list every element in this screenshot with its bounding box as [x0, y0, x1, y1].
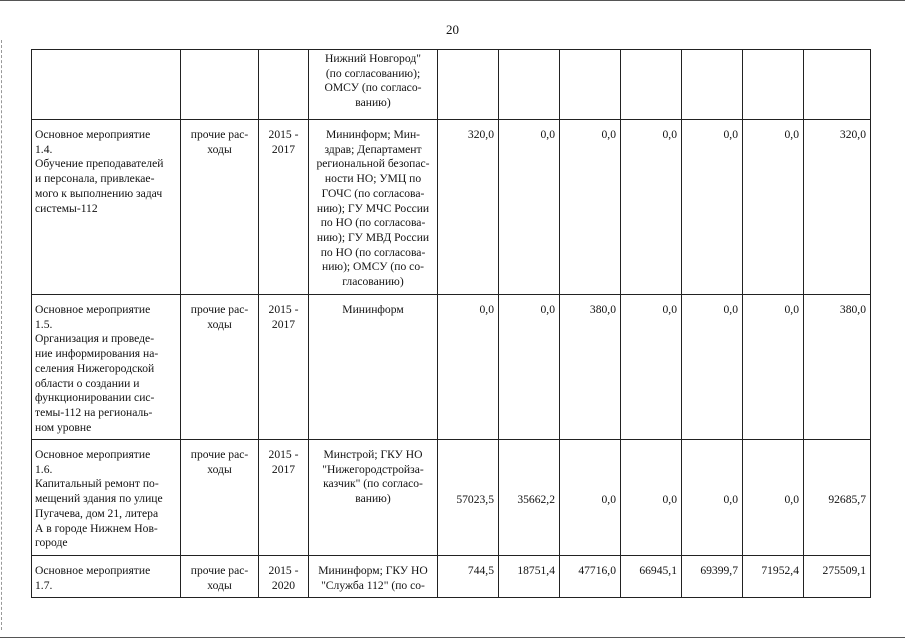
executors-cell-text: Мининформ; ГКУ НО "Служба 112" (по со-: [318, 564, 428, 592]
amount-cell-text: 35662,2: [517, 492, 555, 506]
activity-name-cell: [32, 120, 181, 295]
period-cell: [259, 120, 309, 295]
expense-type-cell-text: прочие рас- ходы: [190, 564, 249, 592]
amount-cell: [804, 295, 871, 440]
expense-type-cell-text: прочие рас- ходы: [190, 303, 249, 331]
executors-cell: [309, 50, 438, 120]
amount-cell: [438, 295, 499, 440]
top-edge-line: [0, 0, 905, 1]
amount-cell: [621, 556, 682, 598]
amount-cell-text: 320,0: [839, 128, 866, 141]
activity-name-cell-text: Основное мероприятие 1.5. Организация и проведе- ние информирования на- селения Нижегородской области о создании и функционировании сис- темы-112 на региональ- ном уровне: [35, 303, 159, 434]
amount-cell: [621, 120, 682, 295]
amount-cell: [560, 440, 621, 556]
amount-cell-text: 0,0: [784, 492, 799, 506]
amount-cell: [743, 120, 804, 295]
table-row: [32, 50, 871, 120]
amount-cell: [743, 556, 804, 598]
expense-type-cell-text: прочие рас- ходы: [190, 448, 249, 476]
amount-cell: [560, 295, 621, 440]
amount-cell-text: 275509,1: [822, 564, 866, 577]
amount-cell-text: 0,0: [662, 303, 677, 316]
expense-type-cell: [181, 50, 259, 120]
amount-cell: [560, 50, 621, 120]
expense-type-cell: [181, 295, 259, 440]
amount-cell: [438, 440, 499, 556]
table-row: [32, 440, 871, 556]
amount-cell: [621, 295, 682, 440]
amount-cell: [804, 120, 871, 295]
activity-name-cell-text: Основное мероприятие 1.7.: [35, 564, 151, 592]
amount-cell-text: 0,0: [784, 128, 799, 141]
amount-cell-text: 66945,1: [639, 564, 677, 577]
amount-cell-text: 380,0: [839, 303, 866, 316]
executors-cell-text: Мининформ: [342, 303, 404, 316]
left-margin-marks: [1, 40, 5, 630]
amount-cell: [743, 50, 804, 120]
amount-cell: [499, 120, 560, 295]
period-cell: [259, 295, 309, 440]
amount-cell-text: 47716,0: [578, 564, 616, 577]
expense-type-cell-text: прочие рас- ходы: [190, 128, 249, 156]
amount-cell-text: 0,0: [540, 128, 555, 141]
amount-cell: [682, 440, 743, 556]
activity-name-cell: [32, 440, 181, 556]
period-cell: [259, 556, 309, 598]
executors-cell: [309, 295, 438, 440]
amount-cell: [499, 440, 560, 556]
expenditure-table: [31, 49, 871, 598]
amount-cell: [743, 295, 804, 440]
amount-cell-text: 0,0: [540, 303, 555, 316]
amount-cell: [682, 295, 743, 440]
expense-type-cell: [181, 120, 259, 295]
amount-cell-text: 0,0: [723, 303, 738, 316]
amount-cell: [682, 50, 743, 120]
amount-cell: [621, 440, 682, 556]
amount-cell: [560, 120, 621, 295]
activity-name-cell-text: Основное мероприятие 1.4. Обучение преподавателей и персонала, привлекае- мого к выполнению задач системы-112: [35, 128, 164, 215]
amount-cell: [743, 440, 804, 556]
amount-cell-text: 380,0: [589, 303, 616, 316]
amount-cell: [804, 440, 871, 556]
amount-cell-text: 18751,4: [517, 564, 555, 577]
executors-cell: [309, 440, 438, 556]
expense-type-cell: [181, 440, 259, 556]
amount-cell: [438, 556, 499, 598]
amount-cell: [499, 556, 560, 598]
amount-cell-text: 0,0: [723, 128, 738, 141]
period-cell-text: 2015 - 2020: [268, 564, 299, 592]
period-cell: [259, 440, 309, 556]
amount-cell: [499, 295, 560, 440]
amount-cell: [804, 556, 871, 598]
period-cell-text: 2015 - 2017: [268, 128, 299, 156]
amount-cell-text: 69399,7: [700, 564, 738, 577]
page-number: 20: [446, 22, 459, 37]
amount-cell: [682, 120, 743, 295]
amount-cell: [438, 120, 499, 295]
executors-cell-text: Нижний Новгород" (по согласованию); ОМСУ (по согласо- ванию): [324, 52, 422, 110]
activity-name-cell: [32, 295, 181, 440]
amount-cell-text: 0,0: [723, 492, 738, 506]
amount-cell: [621, 50, 682, 120]
executors-cell: [309, 556, 438, 598]
period-cell: [259, 50, 309, 120]
period-cell-text: 2015 - 2017: [268, 303, 299, 331]
amount-cell: [560, 556, 621, 598]
amount-cell: [804, 50, 871, 120]
table-row: [32, 295, 871, 440]
amount-cell-text: 0,0: [662, 128, 677, 141]
amount-cell-text: 0,0: [601, 492, 616, 506]
amount-cell-text: 0,0: [784, 303, 799, 316]
table-row: [32, 120, 871, 295]
amount-cell-text: 0,0: [601, 128, 616, 141]
activity-name-cell: [32, 556, 181, 598]
amount-cell-text: 0,0: [479, 303, 494, 316]
expense-type-cell: [181, 556, 259, 598]
amount-cell-text: 744,5: [467, 564, 494, 577]
amount-cell-text: 57023,5: [456, 492, 494, 506]
amount-cell: [682, 556, 743, 598]
executors-cell-text: Мининформ; Мин- здрав; Департамент региональной безопас- ности НО; УМЦ по ГОЧС (по согласова- нию); ГУ МЧС России по НО (по согласова- нию); ГУ МВД России по НО (по согласова- нию); ОМСУ (по со- гласованию): [316, 128, 430, 289]
bottom-edge-line: [0, 637, 905, 638]
amount-cell-text: 92685,7: [828, 492, 866, 506]
table-row: [32, 556, 871, 598]
activity-name-cell-text: Основное мероприятие 1.6. Капитальный ремонт по- мещений здания по улице Пугачева, дом 21, литера А в городе Нижнем Нов- городе: [35, 448, 163, 550]
amount-cell: [499, 50, 560, 120]
amount-cell-text: 320,0: [467, 128, 494, 141]
amount-cell-text: 71952,4: [761, 564, 799, 577]
activity-name-cell: [32, 50, 181, 120]
amount-cell: [438, 50, 499, 120]
executors-cell-text: Минстрой; ГКУ НО "Нижегородстройза- казчик" (по согласо- ванию): [322, 448, 424, 506]
amount-cell-text: 0,0: [662, 492, 677, 506]
period-cell-text: 2015 - 2017: [268, 448, 299, 476]
executors-cell: [309, 120, 438, 295]
